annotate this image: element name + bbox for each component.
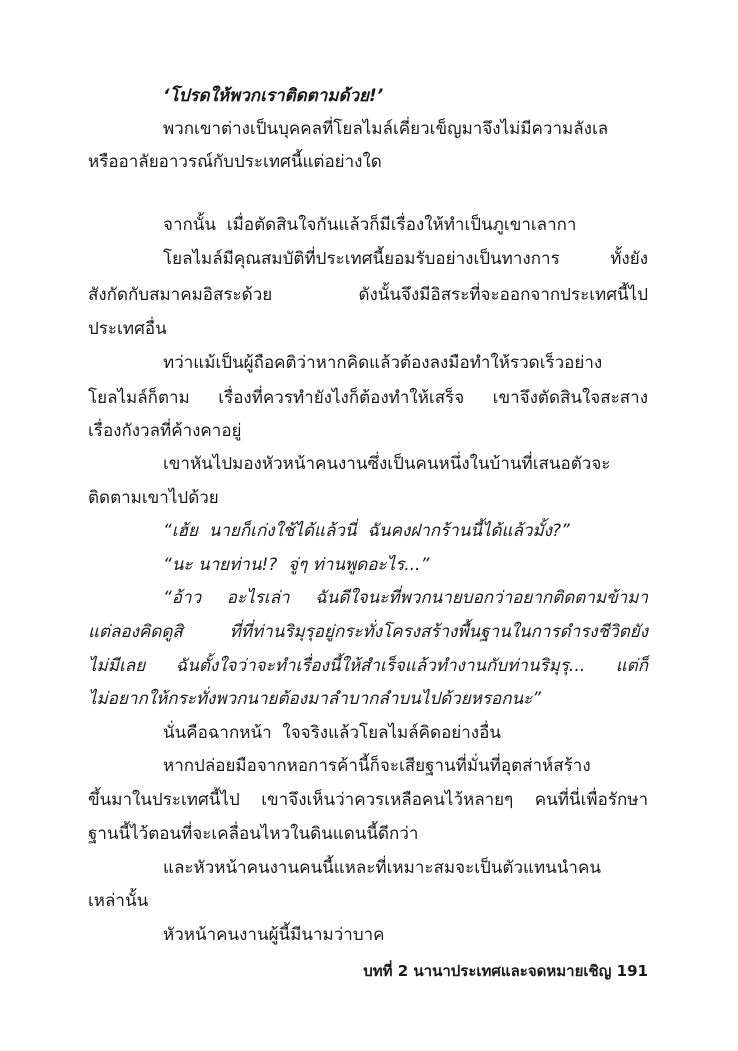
- text-line: เรื่องกังวลที่ค้างคาอยู่: [88, 421, 242, 441]
- text-line: ‘โปรดให้พวกเราติดตามด้วย!’: [163, 86, 384, 106]
- dialogue-line: “อ้าว อะไรเล่า ฉันดีใจนะที่พวกนายบอกว่าอยากติดตามข้ามา: [163, 588, 648, 608]
- dialogue-line: “นะ นายท่าน!? จู่ๆ ท่านพูดอะไร...”: [163, 555, 430, 575]
- text-line: นั่นคือฉากหน้า ใจจริงแล้วโยลไมล์คิดอย่างอื่น: [163, 723, 501, 743]
- text-line: หากปล่อยมือจากหอการค้านี้ก็จะเสียฐานที่มั่นที่อุตส่าห์สร้าง: [163, 756, 591, 776]
- text-line: หรืออาลัยอาวรณ์กับประเทศนี้แต่อย่างใด: [88, 152, 382, 172]
- text-line: โยลไมล์มีคุณสมบัติที่ประเทศนี้ยอมรับอย่างเป็นทางการ ทั้งยัง: [163, 249, 648, 269]
- text-line: จากนั้น เมื่อตัดสินใจกันแล้วก็มีเรื่องให้ทำเป็นภูเขาเลากา: [163, 215, 577, 235]
- text-line: เขาหันไปมองหัวหน้าคนงานซึ่งเป็นคนหนึ่งในบ้านที่เสนอตัวจะ: [163, 454, 611, 474]
- text-line: โยลไมล์ก็ตาม เรื่องที่ควรทำยังไงก็ต้องทำให้เสร็จ เขาจึงตัดสินใจสะสาง: [88, 388, 648, 408]
- text-line: พวกเขาต่างเป็นบุคคลที่โยลไมล์เคี่ยวเข็ญมาจึงไม่มีความลังเล: [163, 119, 609, 139]
- text-line: ขึ้นมาในประเทศนี้ไป เขาจึงเห็นว่าควรเหลือคนไว้หลายๆ คนที่นี่เพื่อรักษา: [88, 790, 648, 810]
- text-line: ทว่าแม้เป็นผู้ถือคติว่าหากคิดแล้วต้องลงมือทำให้รวดเร็วอย่าง: [163, 353, 603, 373]
- text-line: หัวหน้าคนงานผู้นี้มีนามว่าบาค: [163, 925, 385, 945]
- dialogue-line: แต่ลองคิดดูสิ ที่ที่ท่านริมุรุอยู่กระทั่งโครงสร้างพื้นฐานในการดำรงชีวิตยัง: [88, 622, 648, 642]
- text-line: ฐานนี้ไว้ตอนที่จะเคลื่อนไหวในดินแดนนี้ดีกว่า: [88, 824, 419, 844]
- dialogue-line: ไม่มีเลย ฉันตั้งใจว่าจะทำเรื่องนี้ให้สำเร็จแล้วทำงานกับท่านริมุรุ... แต่ก็: [88, 656, 648, 676]
- dialogue-line: ไม่อยากให้กระทั่งพวกนายต้องมาลำบากลำบนไปด้วยหรอกนะ”: [88, 689, 542, 709]
- text-line: ติดตามเขาไปด้วย: [88, 488, 219, 508]
- text-line: ประเทศอื่น: [88, 319, 167, 339]
- dialogue-line: “เฮ้ย นายก็เก่งใช้ได้แล้วนี่ ฉันคงฝากร้านนี้ได้แล้วมั้ง?”: [163, 521, 570, 541]
- text-line: เหล่านั้น: [88, 891, 149, 911]
- page-footer: บทที่ 2 นานาประเทศและจดหมายเชิญ 191: [363, 962, 648, 980]
- text-line: สังกัดกับสมาคมอิสระด้วย ดังนั้นจึงมีอิสระที่จะออกจากประเทศนี้ไป: [88, 285, 648, 305]
- text-line: และหัวหน้าคนงานคนนี้แหละที่เหมาะสมจะเป็นตัวแทนนำคน: [163, 858, 601, 878]
